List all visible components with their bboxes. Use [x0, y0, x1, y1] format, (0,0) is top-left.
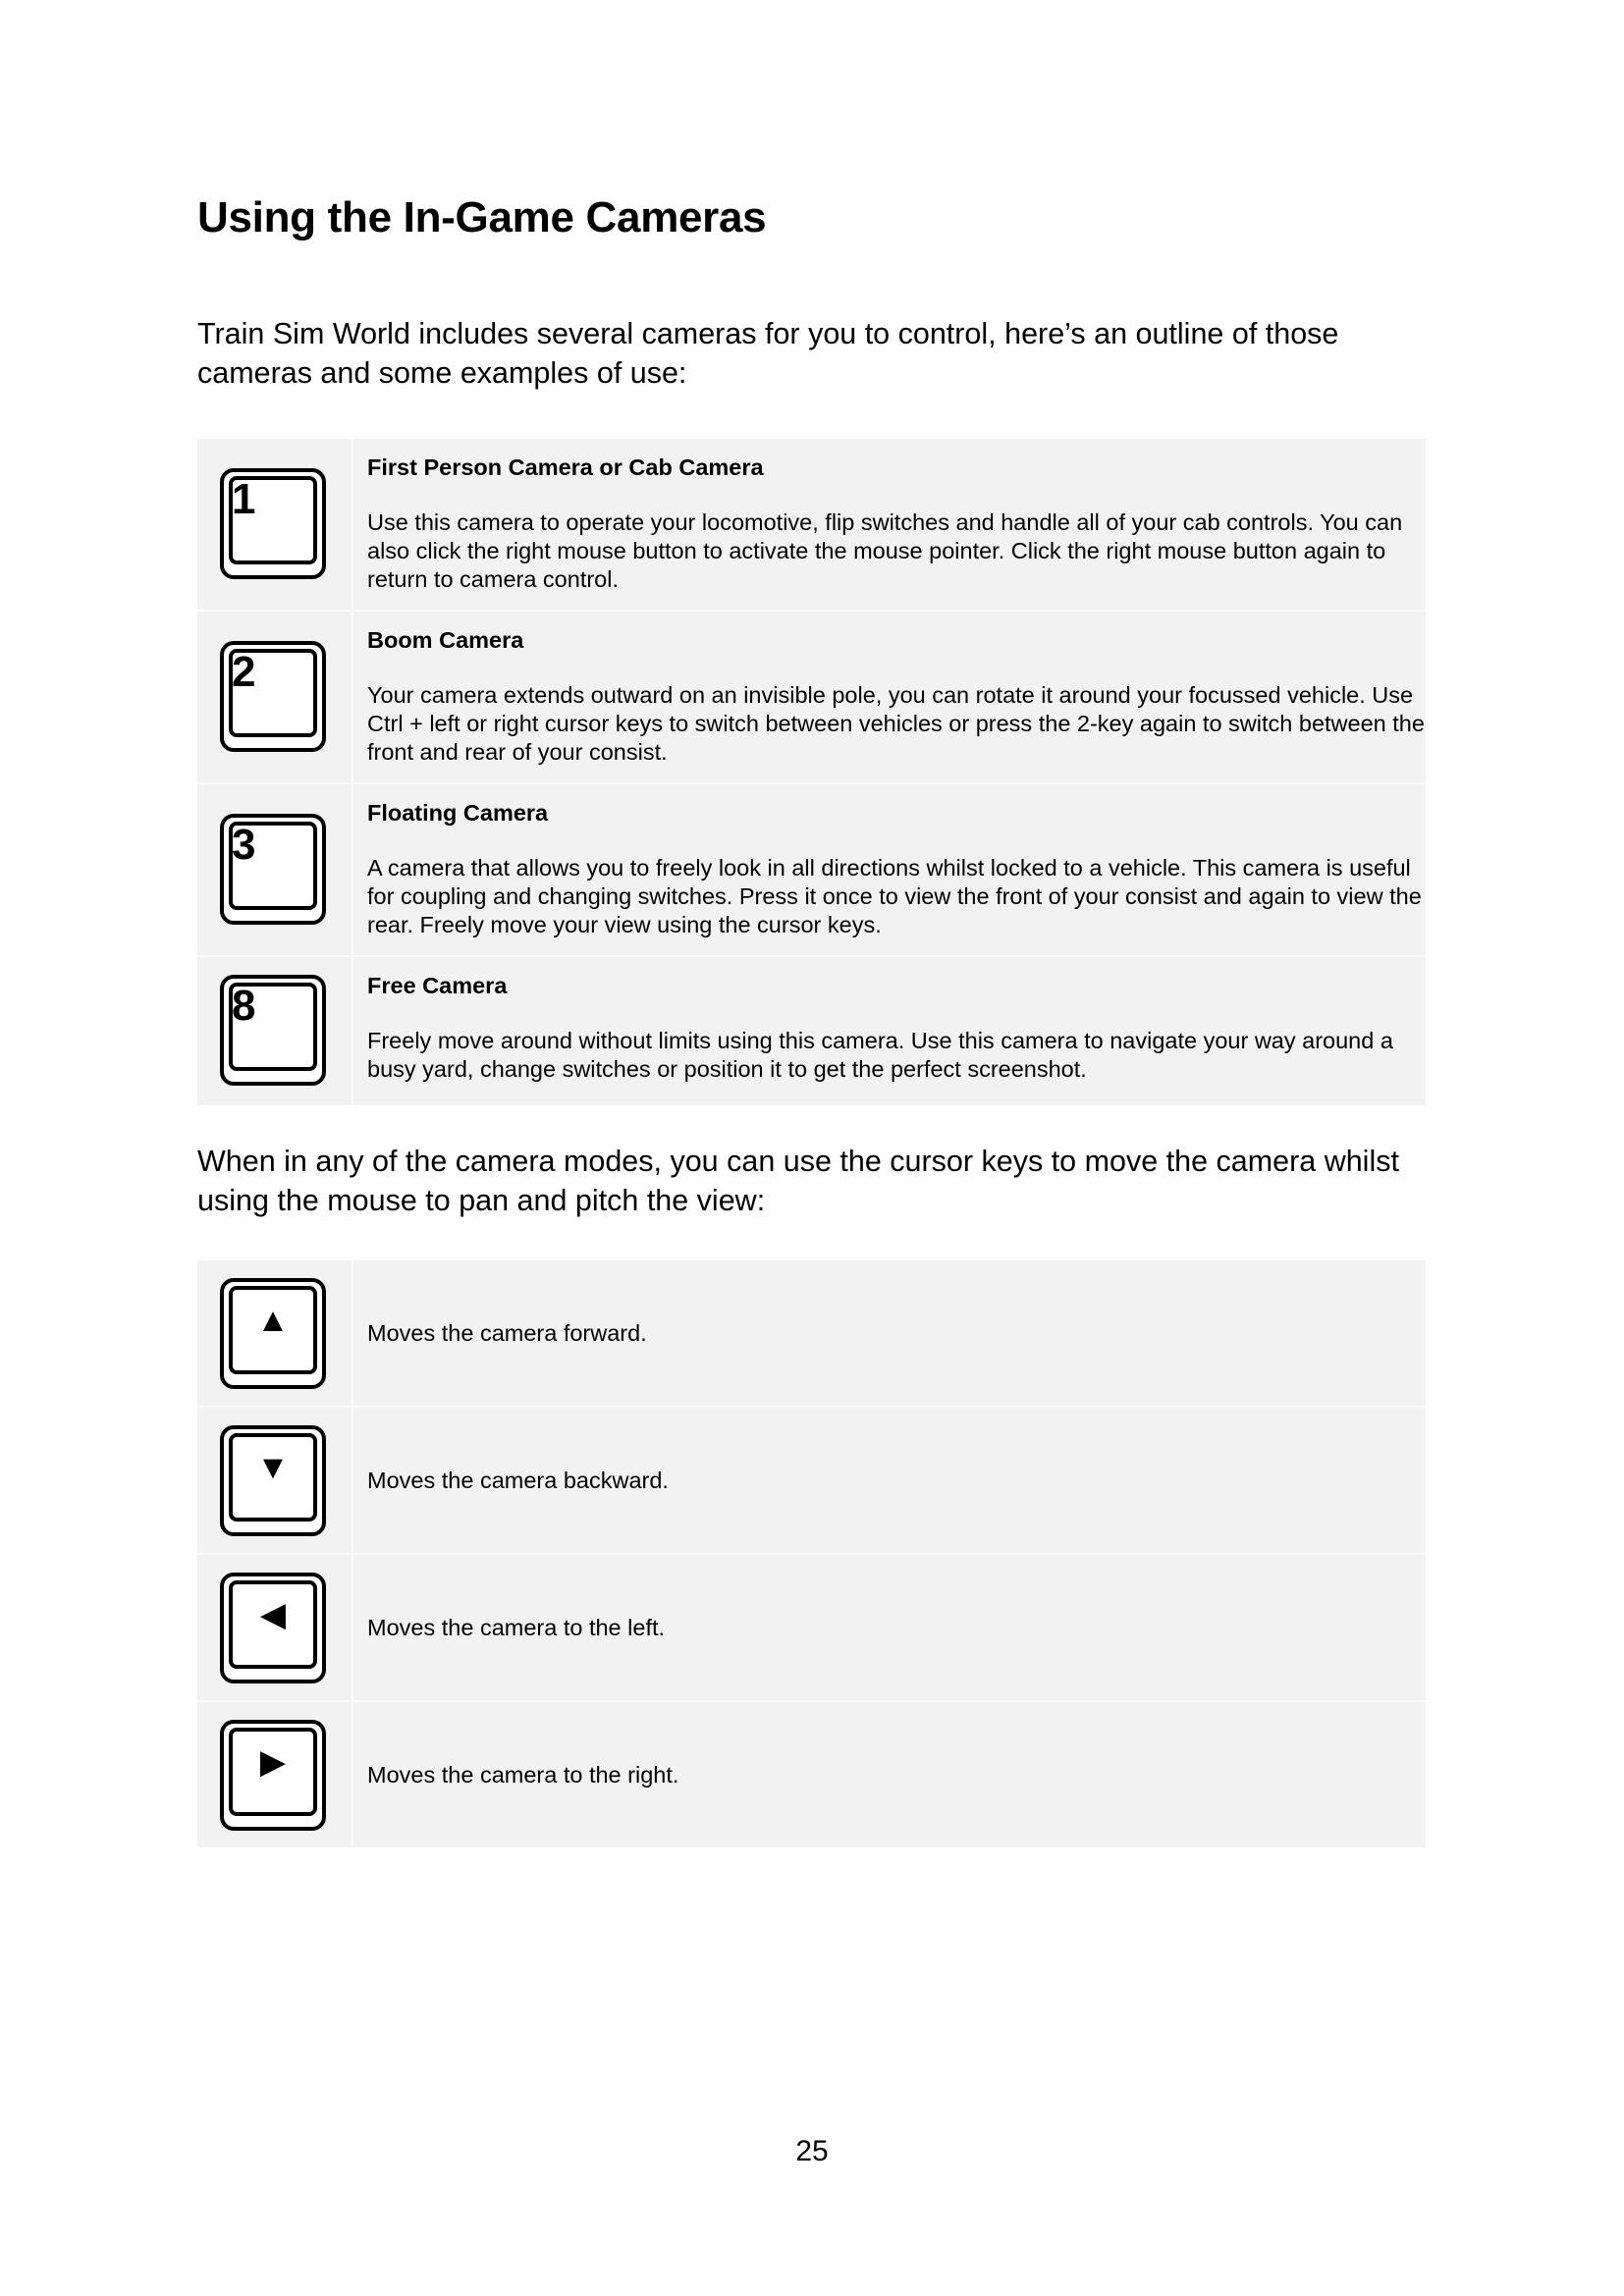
movement-key-row — [197, 1260, 1426, 1408]
arrow-up-icon: ▲ — [256, 1302, 290, 1339]
key-8-icon — [220, 975, 326, 1086]
camera-modes-table — [197, 439, 1426, 1105]
arrow-left-icon: ◀ — [259, 1596, 287, 1633]
movement-description: Moves the camera forward. — [367, 1319, 647, 1346]
arrow-down-key-icon — [220, 1425, 326, 1536]
key-3-icon — [220, 814, 326, 925]
arrow-right-key-icon — [220, 1720, 326, 1831]
key-label: 8 — [232, 982, 256, 1030]
camera-mode-title: First Person Camera or Cab Camera — [367, 454, 764, 480]
key-1-icon — [220, 468, 326, 579]
camera-mode-title: Free Camera — [367, 973, 508, 998]
movement-description: Moves the camera backward. — [367, 1467, 669, 1493]
movement-description: Moves the camera to the right. — [367, 1761, 679, 1788]
key-label: 1 — [232, 475, 256, 523]
camera-mode-description: Your camera extends outward on an invisible pole, you can rotate it around your focussed vehicle. Use Ctrl + left or right cursor keys to switch between vehicles or press the 2-key again to switch between the front and rear of your consist. — [367, 682, 1425, 765]
movement-key-row — [197, 1408, 1426, 1555]
movement-key-row — [197, 1702, 1426, 1847]
arrow-up-key-icon — [220, 1278, 326, 1389]
arrow-right-icon: ▶ — [259, 1743, 287, 1781]
camera-mode-row — [197, 439, 1426, 612]
camera-mode-description: A camera that allows you to freely look in all directions whilst locked to a vehicle. This camera is useful for coupling and changing switches. Press it once to view the front of your consist and again to view the rear. Freely move your view using the cursor keys. — [367, 855, 1422, 937]
camera-mode-row — [197, 612, 1426, 784]
movement-key-row — [197, 1555, 1426, 1702]
movement-keys-table — [197, 1260, 1426, 1847]
camera-mode-row — [197, 957, 1426, 1105]
camera-mode-description: Freely move around without limits using this camera. Use this camera to navigate your way around a busy yard, change switches or position it to get the perfect screenshot. — [367, 1028, 1393, 1082]
intro-paragraph: Train Sim World includes several cameras for you to control, here’s an outline of those cameras and some examples of use: — [197, 317, 1339, 390]
key-label: 2 — [232, 648, 256, 696]
key-2-icon — [220, 641, 326, 752]
arrow-down-icon: ▼ — [256, 1449, 290, 1486]
camera-mode-description: Use this camera to operate your locomotive, flip switches and handle all of your cab controls. You can also click the right mouse button to activate the mouse pointer. Click the right mouse button again to return to camera control. — [367, 509, 1403, 592]
page-title: Using the In-Game Cameras — [197, 193, 767, 241]
movement-intro-paragraph: When in any of the camera modes, you can use the cursor keys to move the camera whilst using the mouse to pan and pitch the view: — [197, 1145, 1399, 1217]
camera-mode-row — [197, 784, 1426, 957]
camera-mode-title: Boom Camera — [367, 627, 524, 653]
movement-description: Moves the camera to the left. — [367, 1614, 666, 1640]
key-label: 3 — [232, 821, 256, 869]
page-number: 25 — [795, 2135, 829, 2167]
arrow-left-key-icon — [220, 1573, 326, 1683]
camera-mode-title: Floating Camera — [367, 800, 549, 826]
